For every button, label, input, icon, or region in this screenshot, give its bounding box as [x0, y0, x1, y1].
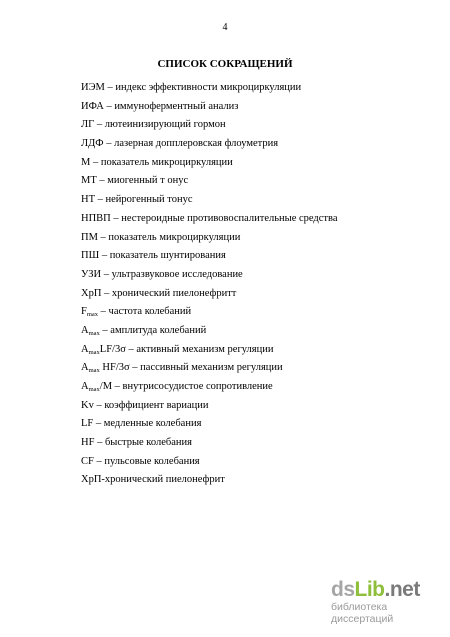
abbreviation-term: F: [81, 306, 87, 318]
abbreviation-term: A: [81, 343, 89, 355]
abbreviation-item: [81, 285, 338, 304]
abbreviation-term: М: [81, 156, 91, 168]
abbreviation-term: A: [81, 324, 89, 336]
abbreviation-definition: – хронический пиелонефритт: [101, 287, 237, 299]
abbreviation-subscript: max: [88, 367, 100, 375]
abbreviation-item: [81, 191, 338, 210]
abbreviation-subscript: max: [86, 311, 99, 319]
abbreviation-definition: – пульсовые колебания: [93, 455, 200, 467]
abbreviation-item: [81, 378, 338, 397]
abbreviation-definition: – нестероидные противовоспалительные средства: [110, 212, 338, 224]
abbreviation-definition: – медленные колебания: [93, 418, 202, 430]
abbreviation-item: [81, 397, 338, 416]
abbreviation-term: ХрП-хронический пиелонефрит: [81, 474, 225, 486]
abbreviation-term: НТ: [81, 194, 95, 206]
abbreviation-item: [81, 322, 338, 341]
abbreviation-item: [81, 341, 338, 360]
abbreviation-term: LF: [81, 418, 94, 430]
abbreviation-definition: – нейрогенный тонус: [95, 194, 193, 206]
watermark-caption: библиотека диссертаций: [331, 601, 394, 625]
page-number: 4: [222, 22, 228, 33]
abbreviation-term: ИЭМ: [81, 82, 105, 93]
abbreviation-item: [81, 303, 338, 322]
watermark-logo: dsLib.net: [331, 578, 420, 601]
abbreviation-term: CF: [81, 455, 94, 467]
abbreviation-definition: – амплитуда колебаний: [99, 324, 207, 336]
abbreviation-subscript: max: [88, 348, 100, 356]
abbreviation-term: ЛГ: [81, 119, 95, 131]
abbreviation-term: МТ: [81, 175, 97, 187]
abbreviation-term: ХрП: [81, 287, 102, 299]
abbreviation-item: [81, 79, 338, 98]
abbreviation-definition: – индекс эффективности микроциркуляции: [104, 82, 302, 93]
abbreviation-term: HF: [81, 437, 95, 449]
abbreviation-definition: LF/3σ – активный механизм регуляции: [99, 343, 274, 355]
abbreviation-definition: – быстрые колебания: [94, 437, 192, 449]
abbreviation-definition: – показатель микроциркуляции: [90, 156, 233, 168]
abbreviation-item: [81, 415, 338, 434]
page-title: СПИСОК СОКРАЩЕНИЙ: [157, 58, 293, 70]
abbreviation-item: [81, 116, 338, 135]
abbreviation-subscript: max: [88, 329, 100, 337]
abbreviation-term: УЗИ: [81, 268, 102, 280]
abbreviation-term: ПМ: [81, 231, 98, 243]
abbreviation-definition: – лютеинизирующий гормон: [94, 119, 226, 131]
abbreviation-term: ПШ: [81, 250, 100, 262]
watermark[interactable]: [331, 579, 436, 625]
abbreviation-subscript: max: [88, 386, 100, 393]
abbreviation-item: [81, 210, 338, 229]
abbreviation-item: [81, 453, 338, 472]
abbreviation-definition: – лазерная допплеровская флоуметрия: [103, 138, 279, 150]
abbreviation-term: ЛДФ: [81, 138, 104, 150]
abbreviation-definition: – частота колебаний: [98, 306, 192, 318]
abbreviation-item: [81, 154, 338, 173]
abbreviation-definition: – показатель шунтирования: [99, 250, 226, 262]
abbreviation-term: A: [81, 381, 89, 392]
abbreviation-term: A: [81, 362, 89, 374]
abbreviation-definition: – показатель микроциркуляции: [97, 231, 241, 243]
abbreviation-item: [81, 247, 338, 266]
abbreviation-item: [81, 135, 338, 154]
abbreviation-definition: /М – внутрисосудистое сопротивление: [99, 381, 273, 392]
abbreviation-term: Kv: [81, 399, 94, 411]
abbreviation-list: [81, 79, 338, 490]
abbreviation-item: [81, 359, 338, 378]
abbreviation-term: ИФА: [81, 100, 104, 112]
abbreviation-item: [81, 98, 338, 117]
abbreviation-item: [81, 266, 338, 285]
abbreviation-definition: HF/3σ – пассивный механизм регуляции: [99, 362, 283, 374]
abbreviation-definition: – ультразвуковое исследование: [101, 268, 243, 280]
abbreviation-item: [81, 434, 338, 453]
abbreviation-item: [81, 229, 338, 248]
abbreviation-definition: – миогенный т онус: [96, 175, 189, 187]
abbreviation-definition: – коэффициент вариации: [93, 399, 209, 411]
abbreviation-term: НПВП: [81, 212, 111, 224]
abbreviation-item: [81, 172, 338, 191]
abbreviation-definition: – иммуноферментный анализ: [103, 100, 239, 112]
abbreviation-item: [81, 471, 338, 490]
